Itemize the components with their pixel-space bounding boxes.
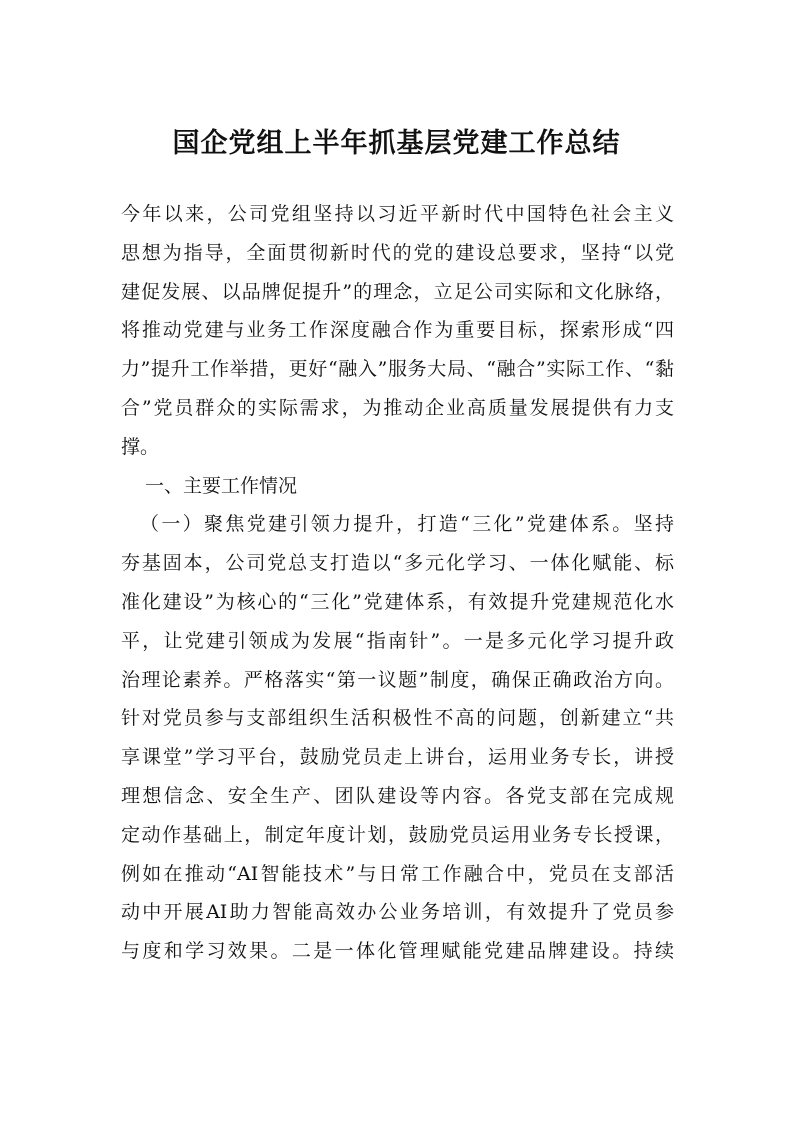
paragraph-line: 享课堂”学习平台，鼓励党员走上讲台，运用业务专长，讲授 xyxy=(121,746,674,769)
document-title: 国企党组上半年抓基层党建工作总结 xyxy=(172,128,621,159)
paragraph-line: 定动作基础上，制定年度计划，鼓励党员运用业务专长授课， xyxy=(121,823,674,846)
paragraph-line: 准化建设”为核心的“三化”党建体系，有效提升党建规范化水 xyxy=(121,590,674,613)
paragraph-line: 例如在推动“AI智能技术”与日常工作融合中，党员在支部活 xyxy=(121,862,674,885)
paragraph-line: 合”党员群众的实际需求，为推动企业高质量发展提供有力支 xyxy=(121,396,674,419)
document-body xyxy=(121,195,674,971)
paragraph-line: 治理论素养。严格落实“第一议题”制度，确保正确政治方向。 xyxy=(121,668,674,691)
paragraph-line: 撑。 xyxy=(121,435,160,458)
paragraph-line: 夯基固本，公司党总支打造以“多元化学习、一体化赋能、标 xyxy=(121,552,674,575)
section-heading: 一、主要工作情况 xyxy=(145,474,298,497)
paragraph-line: 今年以来，公司党组坚持以习近平新时代中国特色社会主义 xyxy=(121,203,674,225)
paragraph-line: 力”提升工作举措，更好“融入”服务大局、“融合”实际工作、“黏 xyxy=(121,358,674,381)
paragraph-line: 将推动党建与业务工作深度融合作为重要目标，探索形成“四 xyxy=(121,319,674,342)
paragraph-line: 平，让党建引领成为发展“指南针”。一是多元化学习提升政 xyxy=(121,629,674,652)
paragraph-line: 针对党员参与支部组织生活积极性不高的问题，创新建立“共 xyxy=(121,707,674,730)
paragraph-line: 与度和学习效果。二是一体化管理赋能党建品牌建设。持续 xyxy=(121,940,674,963)
paragraph-line: 理想信念、安全生产、团队建设等内容。各党支部在完成规 xyxy=(121,784,674,807)
paragraph-line: （一）聚焦党建引领力提升，打造“三化”党建体系。坚持 xyxy=(140,513,674,536)
paragraph-line: 建促发展、以品牌促提升”的理念，立足公司实际和文化脉络， xyxy=(121,280,674,303)
paragraph-line: 动中开展AI助力智能高效办公业务培训，有效提升了党员参 xyxy=(121,901,674,924)
paragraph-line: 思想为指导，全面贯彻新时代的党的建设总要求，坚持“以党 xyxy=(121,241,674,264)
